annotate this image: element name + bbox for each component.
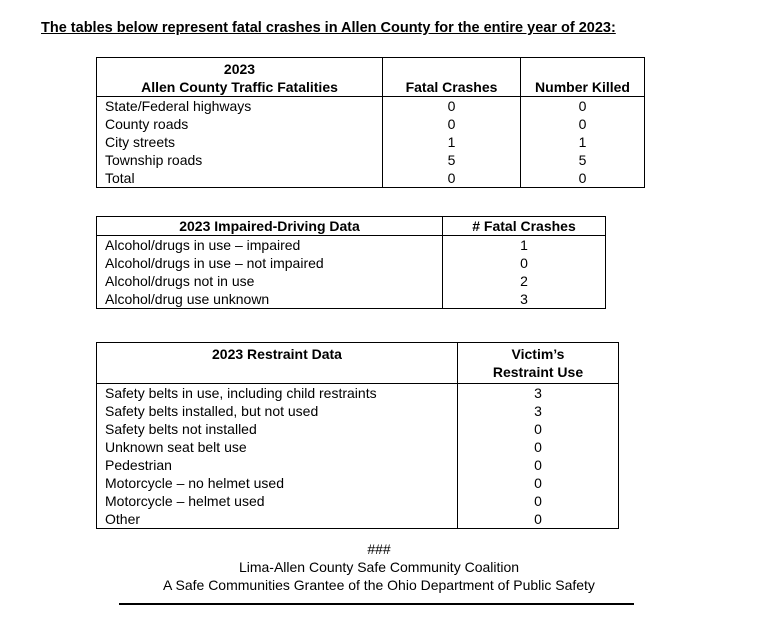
fatalities-title-text: Allen County Traffic Fatalities [141,79,338,95]
row-label: Motorcycle – no helmet used [97,474,458,492]
number-killed-value: 0 [521,169,645,188]
row-label: City streets [97,133,383,151]
row-label: Safety belts installed, but not used [97,402,458,420]
fatal-crashes-value: 0 [443,254,606,272]
restraint-header-line1: Victim’s [511,346,565,362]
table-row [97,115,645,133]
row-label: Other [97,510,458,529]
table-row [97,456,619,474]
fatalities-title-year: 2023 [223,61,256,77]
footer-coalition: Lima-Allen County Safe Community Coalition [238,559,520,575]
table-row [97,133,645,151]
restraint-value: 3 [458,402,619,420]
row-label: Alcohol/drugs not in use [97,272,443,290]
footer-rule [119,603,634,605]
row-label: Safety belts not installed [97,420,458,438]
row-label: Safety belts in use, including child restraints [97,384,458,403]
table-row [97,402,619,420]
table-row [97,151,645,169]
row-label: Total [97,169,383,188]
table-row [97,438,619,456]
restraint-table [96,342,619,529]
number-killed-header: Number Killed [521,58,645,97]
number-killed-value: 0 [521,115,645,133]
fatal-crashes-header: Fatal Crashes [383,58,521,97]
footer-grantee: A Safe Communities Grantee of the Ohio Department of Public Safety [163,577,595,593]
number-killed-value: 1 [521,133,645,151]
restraint-use-header [458,343,619,384]
restraint-value: 0 [458,492,619,510]
restraint-value: 0 [458,420,619,438]
row-label: Unknown seat belt use [97,438,458,456]
table-row [97,272,606,290]
table-row [97,492,619,510]
footer-mark: ### [367,541,391,557]
restraint-value: 0 [458,456,619,474]
fatal-crashes-value: 3 [443,290,606,309]
restraint-value: 0 [458,510,619,529]
number-killed-value: 5 [521,151,645,169]
row-label: Alcohol/drug use unknown [97,290,443,309]
row-label: Pedestrian [97,456,458,474]
fatal-crashes-value: 1 [383,133,521,151]
number-killed-value: 0 [521,97,645,116]
row-label: Alcohol/drugs in use – not impaired [97,254,443,272]
fatal-crashes-value: 0 [383,97,521,116]
restraint-value: 0 [458,474,619,492]
row-label: County roads [97,115,383,133]
table-row [97,254,606,272]
table-row [97,384,619,403]
row-label: Motorcycle – helmet used [97,492,458,510]
fatal-crashes-value: 1 [443,236,606,255]
impaired-fatal-crashes-header: # Fatal Crashes [443,217,606,236]
fatalities-table-title [97,58,383,97]
table-row [97,169,645,188]
row-label: State/Federal highways [97,97,383,116]
fatal-crashes-value: 5 [383,151,521,169]
restraint-value: 0 [458,438,619,456]
table-row [97,290,606,309]
restraint-header-line2: Restraint Use [492,364,584,380]
table-row [97,97,645,116]
table-row [97,420,619,438]
fatal-crashes-value: 0 [383,115,521,133]
impaired-driving-table [96,216,606,309]
table-row [97,236,606,255]
row-label: Alcohol/drugs in use – impaired [97,236,443,255]
restraint-table-title: 2023 Restraint Data [97,343,458,384]
fatalities-table [96,57,645,188]
row-label: Township roads [97,151,383,169]
fatal-crashes-value: 0 [383,169,521,188]
table-row [97,510,619,529]
page-heading: The tables below represent fatal crashes in Allen County for the entire year of 2023: [41,20,616,36]
restraint-value: 3 [458,384,619,403]
table-row [97,474,619,492]
fatal-crashes-value: 2 [443,272,606,290]
impaired-table-title: 2023 Impaired-Driving Data [97,217,443,236]
